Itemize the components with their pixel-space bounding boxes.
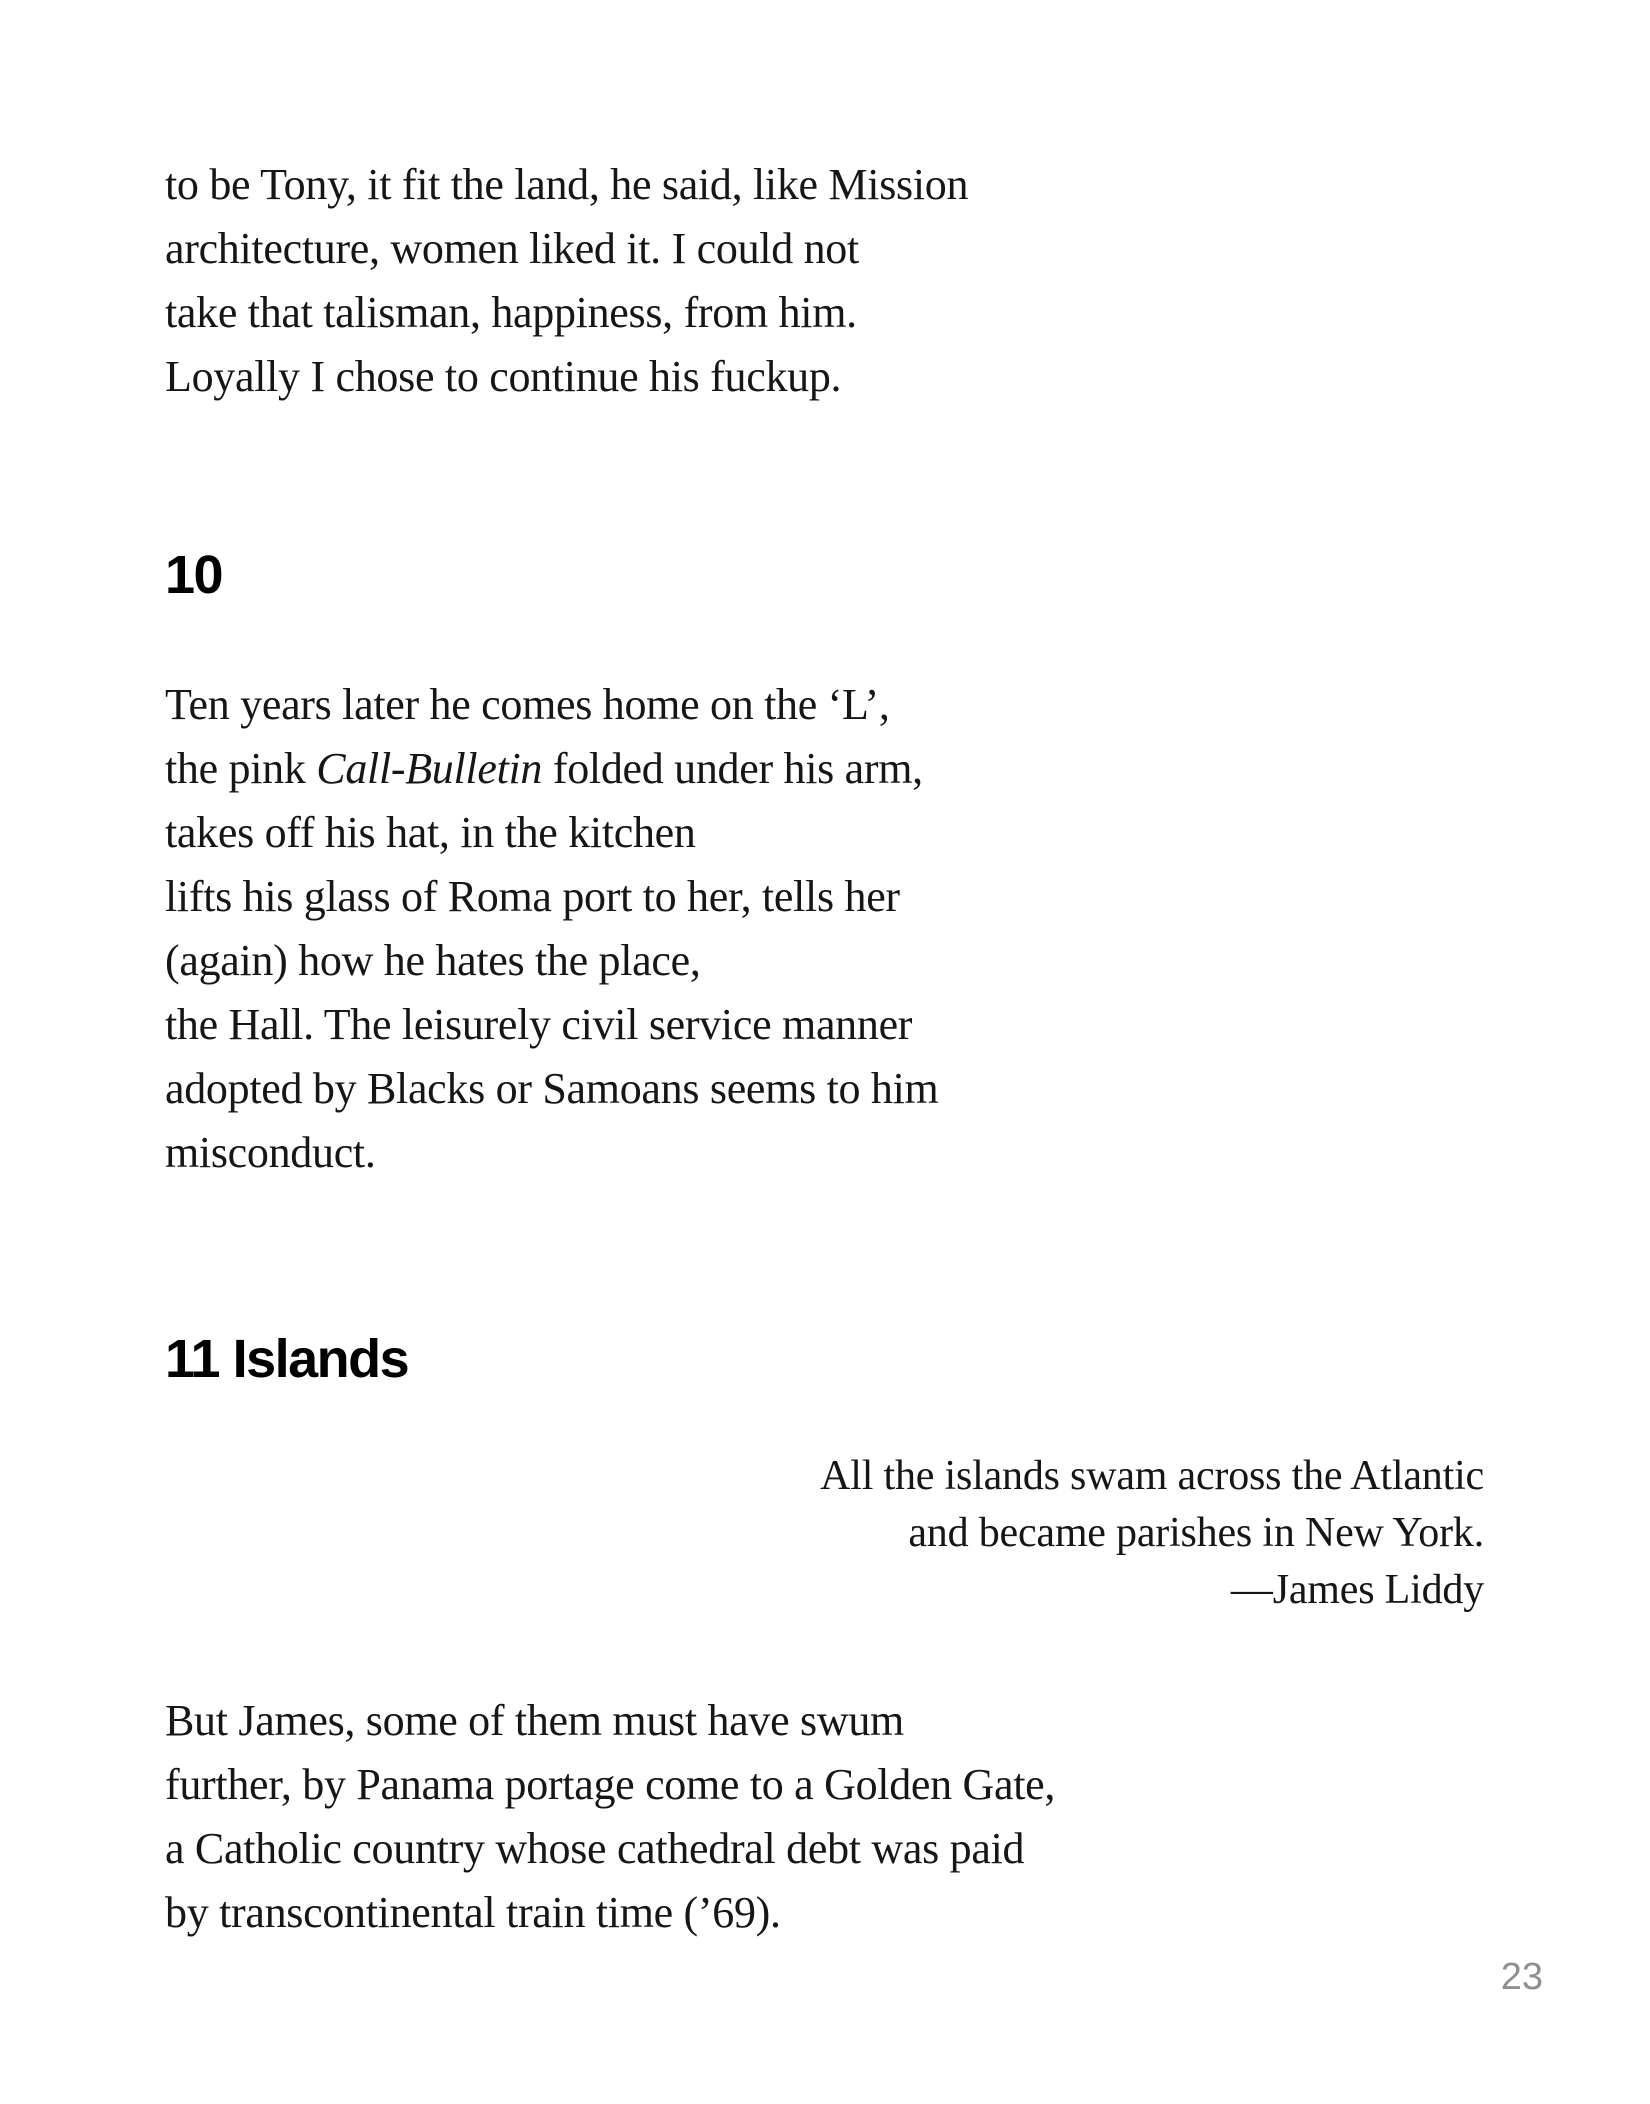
poem-line: misconduct.	[165, 1128, 376, 1177]
poem-line: —James Liddy	[1230, 1567, 1484, 1613]
poem-line: by transcontinental train time (’69).	[165, 1888, 781, 1937]
poem-line: Loyally I chose to continue his fuckup.	[165, 352, 842, 401]
stanza-preceding	[165, 153, 1484, 409]
poem-line: But James, some of them must have swum	[165, 1696, 904, 1745]
poem-line: All the islands swam across the Atlantic	[820, 1453, 1484, 1499]
poem-line: further, by Panama portage come to a Golden Gate,	[165, 1760, 1056, 1809]
stanza-section-11	[165, 1689, 1484, 1945]
section-heading-11-islands: 11 Islands	[165, 1329, 409, 1389]
poem-line: adopted by Blacks or Samoans seems to him	[165, 1064, 939, 1113]
poem-line: the pink Call-Bulletin folded under his arm,	[165, 744, 923, 793]
poem-line: to be Tony, it fit the land, he said, like Mission	[165, 160, 969, 209]
page-number: 23	[1500, 1956, 1543, 1998]
section-heading-10: 10	[165, 545, 223, 605]
stanza-section-10	[165, 673, 1484, 1185]
poem-line: lifts his glass of Roma port to her, tells her	[165, 872, 900, 921]
poem-line: takes off his hat, in the kitchen	[165, 808, 696, 857]
poem-line: take that talisman, happiness, from him.	[165, 288, 857, 337]
poem-line: Ten years later he comes home on the ‘L’,	[165, 680, 890, 729]
epigraph-james-liddy	[165, 1448, 1484, 1619]
poem-line: architecture, women liked it. I could not	[165, 224, 859, 273]
poem-line: a Catholic country whose cathedral debt was paid	[165, 1824, 1025, 1873]
poem-line: and became parishes in New York.	[908, 1510, 1484, 1556]
poem-line: the Hall. The leisurely civil service manner	[165, 1000, 913, 1049]
poem-line: (again) how he hates the place,	[165, 936, 701, 985]
